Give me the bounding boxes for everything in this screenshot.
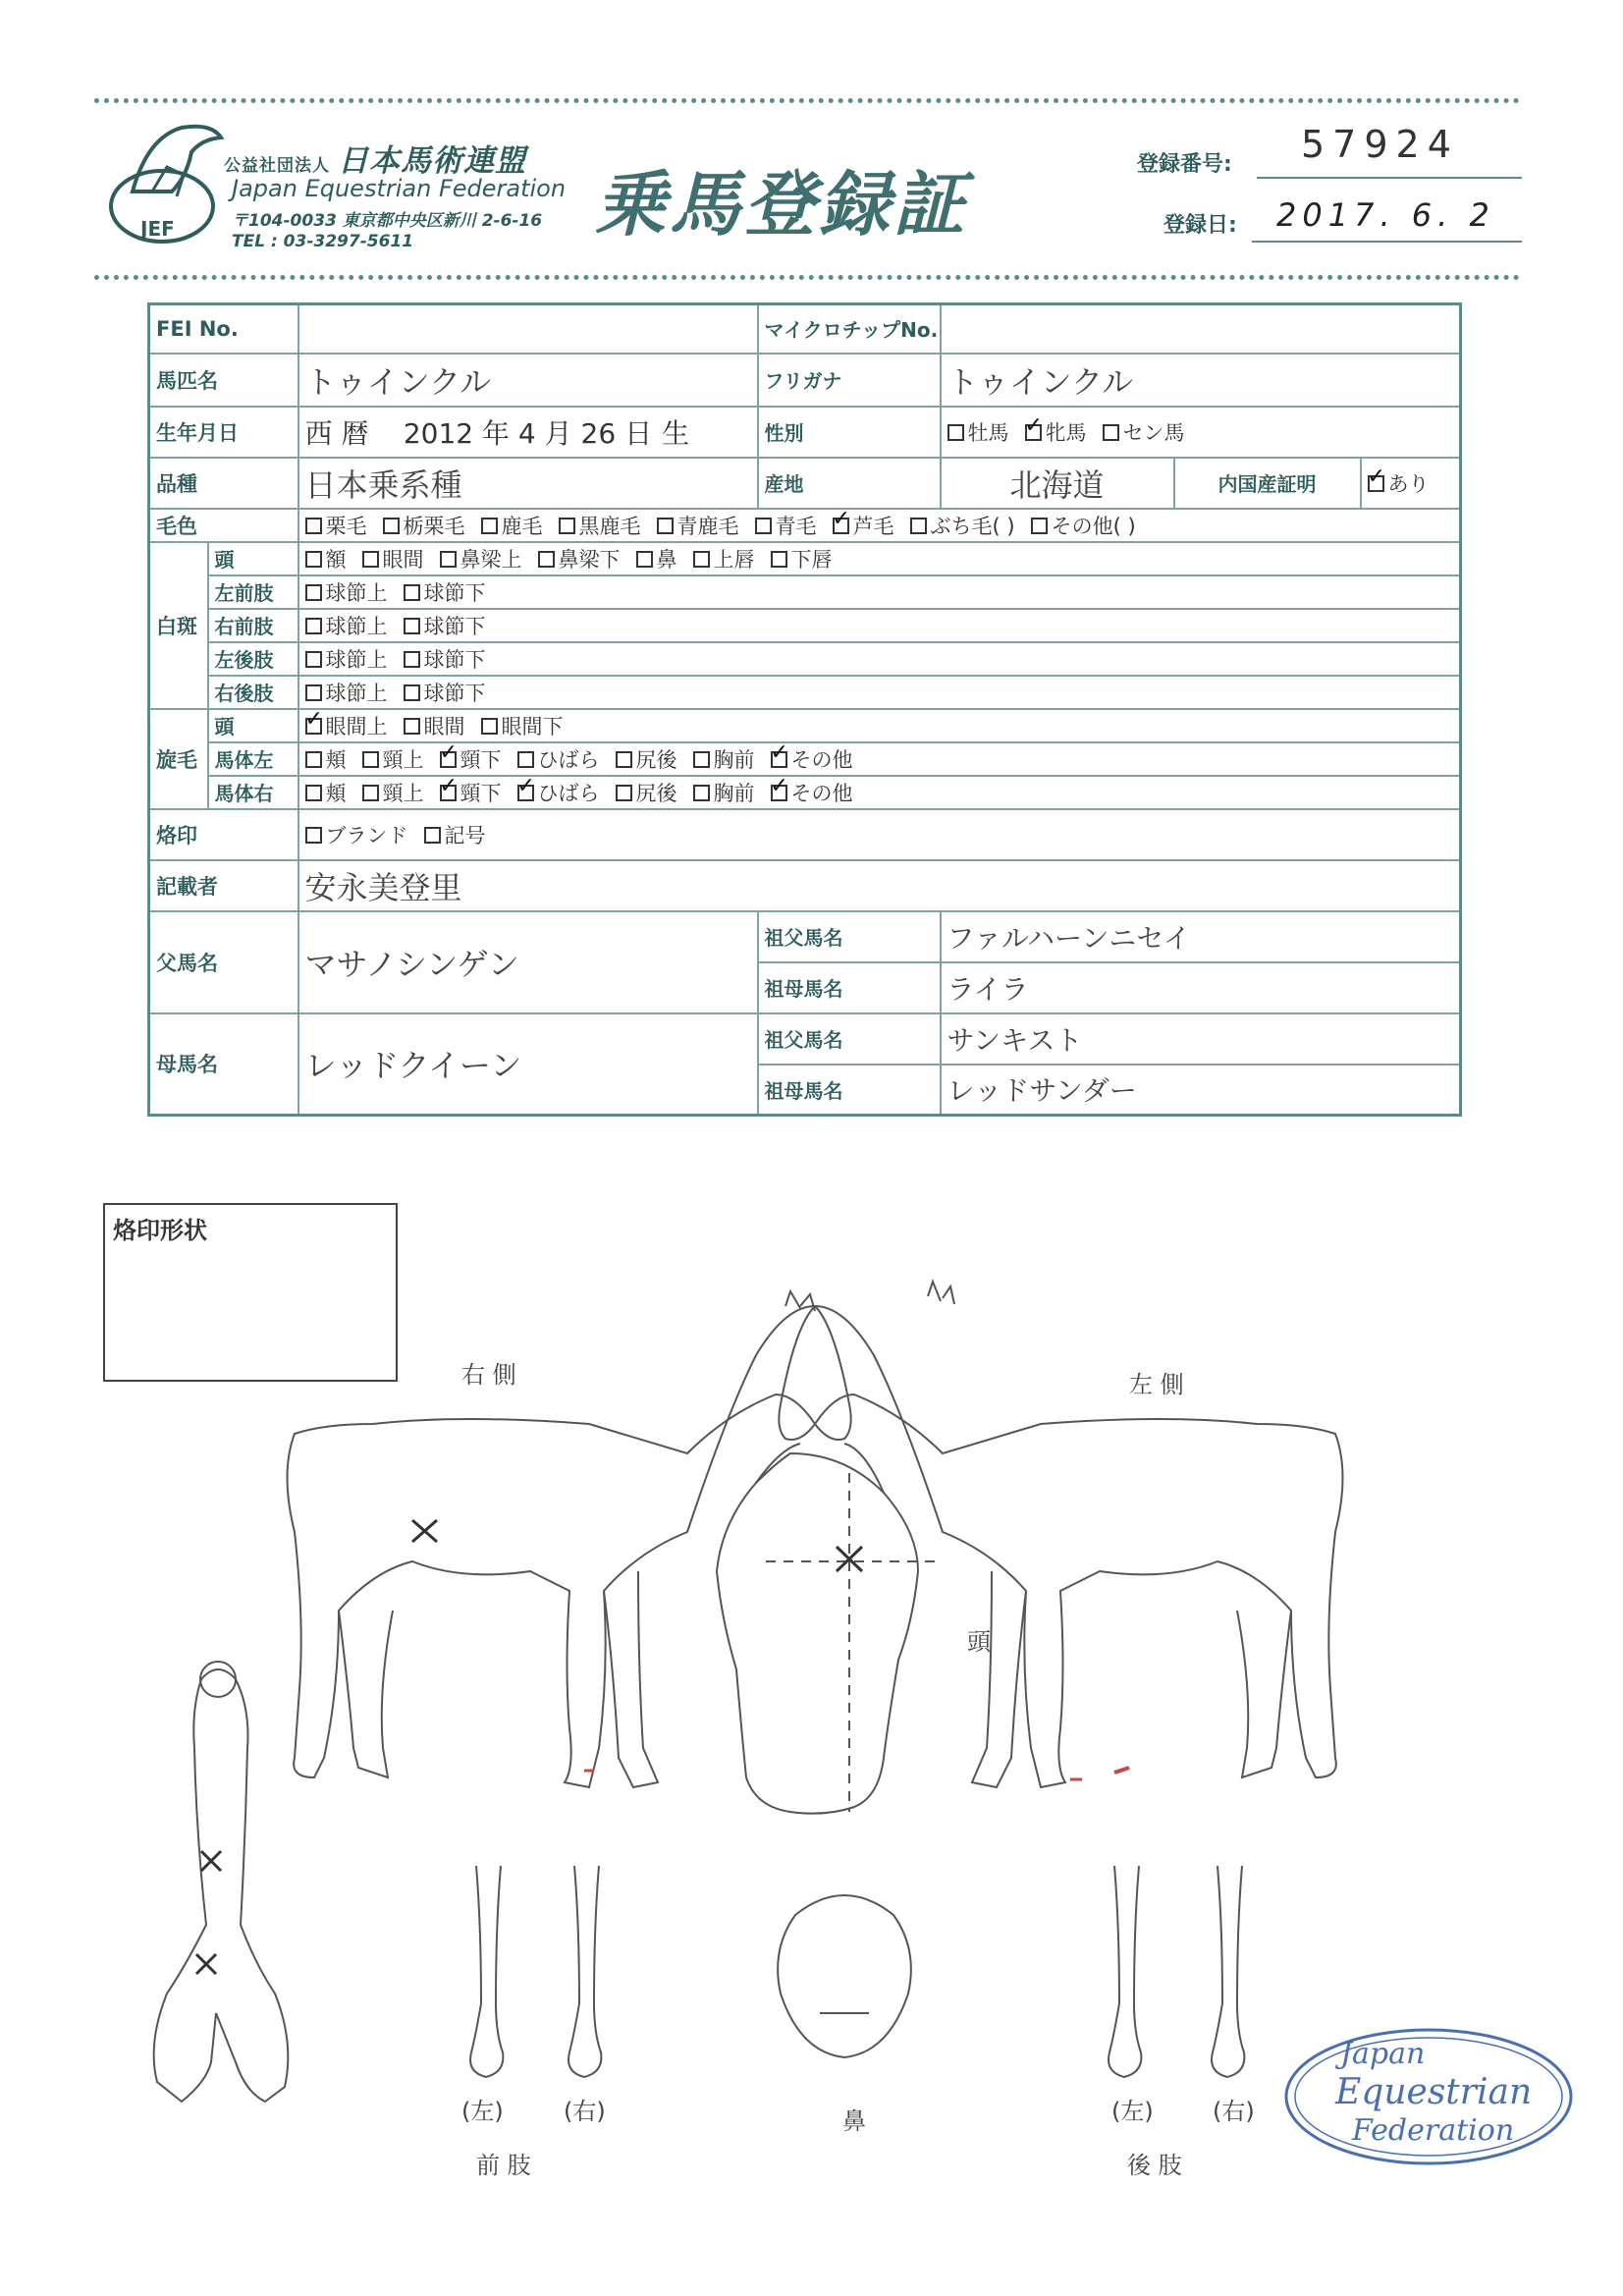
left-side-horse-icon [779, 1306, 1342, 1787]
whorl-option-label: 頸上 [382, 747, 424, 772]
brand-option-label: 記号 [444, 823, 486, 847]
domestic-label: 内国産証明 [1174, 458, 1361, 509]
org-address-line: 〒104-0033 東京都中央区新川 2-6-16 [232, 211, 543, 231]
white-part-label: 右後肢 [208, 676, 298, 709]
white-option-label: 鼻 [656, 547, 677, 572]
whorl-option-label: 頸下 [460, 747, 502, 772]
head-center-guide [766, 1473, 943, 1812]
color-option-label: その他( ) [1051, 514, 1136, 538]
head-front-ears [756, 1444, 884, 1493]
fei-label: FEI No. [149, 304, 298, 354]
front-right-label: (右) [564, 2098, 606, 2125]
origin-value[interactable]: 北海道 [941, 458, 1174, 509]
breed-value[interactable]: 日本乗系種 [298, 458, 758, 509]
furigana-label: フリガナ [758, 354, 941, 407]
whorl-option-label: 頸下 [460, 781, 502, 805]
white-option-label: 鼻梁上 [460, 547, 522, 572]
horse-top-view-icon [154, 1669, 289, 2102]
furigana-value[interactable]: トゥインクル [941, 354, 1461, 407]
recorder-label: 記載者 [149, 860, 298, 911]
left-side-horse-ear [928, 1282, 954, 1304]
sex_options-option-label: 牡馬 [967, 420, 1009, 445]
whorl-option-label: 尻後 [635, 781, 677, 805]
sex-label: 性別 [758, 407, 941, 458]
rear-left-label: (左) [1111, 2098, 1154, 2125]
brand-shape-label: 烙印形状 [113, 1217, 207, 1244]
whorl-option-label: その他 [790, 747, 853, 772]
whorl-part-label: 馬体右 [208, 776, 298, 809]
whorl-option-label: 眼間上 [325, 714, 388, 738]
top-view-mark-1 [201, 1851, 221, 1871]
stamp-line-2: Equestrian [1335, 2072, 1533, 2112]
dam-label: 母馬名 [149, 1013, 298, 1116]
front-left-limb-icon [470, 1866, 503, 2077]
head-label: 頭 [967, 1628, 991, 1656]
right-side-horse-foreleg [604, 1571, 658, 1787]
sire-grandsire-label: 祖父馬名 [758, 911, 941, 962]
name-value[interactable]: トゥインクル [298, 354, 758, 407]
dam-grandsire-label: 祖父馬名 [758, 1013, 941, 1065]
origin-label: 産地 [758, 458, 941, 509]
left-side-horse-foreleg [972, 1571, 1026, 1787]
whorl-group-label: 旋毛 [149, 709, 208, 809]
dob-label: 生年月日 [149, 407, 298, 458]
white-option-label: 球節上 [325, 614, 388, 638]
org-prefix: 公益社団法人 [224, 156, 330, 176]
color-option-label: 黒鹿毛 [578, 514, 641, 538]
federation-stamp [1281, 2023, 1576, 2170]
white-part-label: 頭 [208, 542, 298, 575]
sire-label: 父馬名 [149, 911, 298, 1013]
doc-title: 乗馬登録証 [595, 163, 969, 246]
org-tel: TEL : 03-3297-5611 [232, 232, 414, 251]
front-left-label: (左) [461, 2098, 504, 2125]
chip-label: マイクロチップNo. [758, 304, 941, 354]
color-option-label: 青毛 [775, 514, 817, 538]
left-side-label: 左 側 [1129, 1371, 1184, 1398]
dam-granddam-label: 祖母馬名 [758, 1065, 941, 1116]
whorl-option-label: 胸前 [713, 747, 755, 772]
white-option-label: 下唇 [790, 547, 833, 572]
whorl-option-label: 眼間下 [501, 714, 564, 738]
white-option-label: 球節上 [325, 681, 388, 705]
whorl-option-label: ひばら [537, 781, 600, 805]
white-option-label: 球節下 [423, 614, 486, 638]
domestic-option-label: あり [1387, 471, 1430, 496]
white-option-label: 球節下 [423, 580, 486, 605]
white-option-label: 鼻梁下 [558, 547, 621, 572]
dob-suffix: 生 [662, 416, 690, 450]
dam-granddam-value[interactable]: レッドサンダー [941, 1065, 1461, 1116]
white-part-label: 右前肢 [208, 609, 298, 642]
whorl-option-label: 眼間 [423, 714, 465, 738]
sire-granddam-label: 祖母馬名 [758, 962, 941, 1013]
reg-date-label: 登録日: [1163, 213, 1237, 238]
whorl-part-label: 馬体左 [208, 742, 298, 776]
white-part-label: 左前肢 [208, 575, 298, 609]
org-name-ja: 日本馬術連盟 [338, 143, 526, 179]
right-side-horse-icon [288, 1306, 851, 1787]
rear-right-limb-icon [1212, 1866, 1244, 2077]
brand-label: 烙印 [149, 809, 298, 860]
hindlimb-label: 後 肢 [1127, 2152, 1182, 2179]
right-side-horse-hindleg [339, 1611, 393, 1777]
reg-no-label: 登録番号: [1137, 152, 1232, 177]
name-label: 馬匹名 [149, 354, 298, 407]
color-label: 毛色 [149, 509, 298, 542]
white-option-label: 球節上 [325, 647, 388, 672]
breed-label: 品種 [149, 458, 298, 509]
top-view-mark-2 [196, 1954, 216, 1974]
stamp-line-1: Japan [1340, 2037, 1426, 2071]
sire-grandsire-value[interactable]: ファルハーンニセイ [941, 911, 1461, 962]
white-option-label: 球節下 [423, 681, 486, 705]
whorl-option-label: 尻後 [635, 747, 677, 772]
whorl-option-label: 頸上 [382, 781, 424, 805]
dam-grandsire-value[interactable]: サンキスト [941, 1013, 1461, 1065]
color-option-label: 栗毛 [325, 514, 367, 538]
recorder-value[interactable]: 安永美登里 [298, 860, 1461, 911]
whorl-option-label: 頬 [325, 747, 347, 772]
nose-label: 鼻 [842, 2107, 866, 2135]
reg-no-value: 57924 [1301, 123, 1459, 166]
rear-right-label: (右) [1213, 2098, 1255, 2125]
sex_options-option-label: 牝馬 [1045, 420, 1087, 445]
nose-icon [778, 1895, 911, 2057]
sire-value[interactable]: マサノシンゲン [298, 911, 758, 1013]
color-option-label: ぶち毛( ) [930, 514, 1015, 538]
head-front-icon [717, 1453, 918, 1814]
left-side-horse-hindleg [1237, 1611, 1291, 1777]
reg-date-value: 2017. 6. 2 [1276, 196, 1495, 234]
color-option-label: 青鹿毛 [676, 514, 739, 538]
white-option-label: 球節下 [423, 647, 486, 672]
dam-value[interactable]: レッドクイーン [298, 1013, 758, 1116]
whorl-option-label: その他 [790, 781, 853, 805]
whorl-option-label: 頬 [325, 781, 347, 805]
right-side-horse-ear [785, 1291, 815, 1311]
color-option-label: 鹿毛 [501, 514, 543, 538]
hoof-mark-3 [1114, 1768, 1129, 1773]
top-view-head [200, 1662, 236, 1697]
white-option-label: 眼間 [382, 547, 424, 572]
rear-left-limb-icon [1109, 1866, 1141, 2077]
sire-granddam-value[interactable]: ライラ [941, 962, 1461, 1013]
forelimb-label: 前 肢 [476, 2152, 531, 2179]
sex_options-option-label: セン馬 [1122, 420, 1185, 445]
front-right-limb-icon [568, 1866, 601, 2077]
logo-text: JEF [140, 217, 175, 241]
white-group-label: 白斑 [149, 542, 208, 709]
dob-date: 2012 年 4 月 26 日 [403, 416, 653, 450]
dob-era: 西 暦 [304, 416, 369, 450]
white-part-label: 左後肢 [208, 642, 298, 676]
color-option-label: 栃栗毛 [403, 514, 465, 538]
whorl-option-label: ひばら [537, 747, 600, 772]
brand-option-label: ブランド [325, 823, 408, 847]
org-name-en: Japan Equestrian Federation [232, 175, 567, 202]
white-option-label: 額 [325, 547, 347, 572]
whorl-option-label: 胸前 [713, 781, 755, 805]
right-side-label: 右 側 [461, 1361, 516, 1389]
white-option-label: 球節上 [325, 580, 388, 605]
stamp-line-3: Federation [1352, 2113, 1515, 2148]
whorl-part-label: 頭 [208, 709, 298, 742]
white-option-label: 上唇 [713, 547, 755, 572]
color-option-label: 芦毛 [852, 514, 894, 538]
neck-whorl-mark [412, 1520, 437, 1542]
